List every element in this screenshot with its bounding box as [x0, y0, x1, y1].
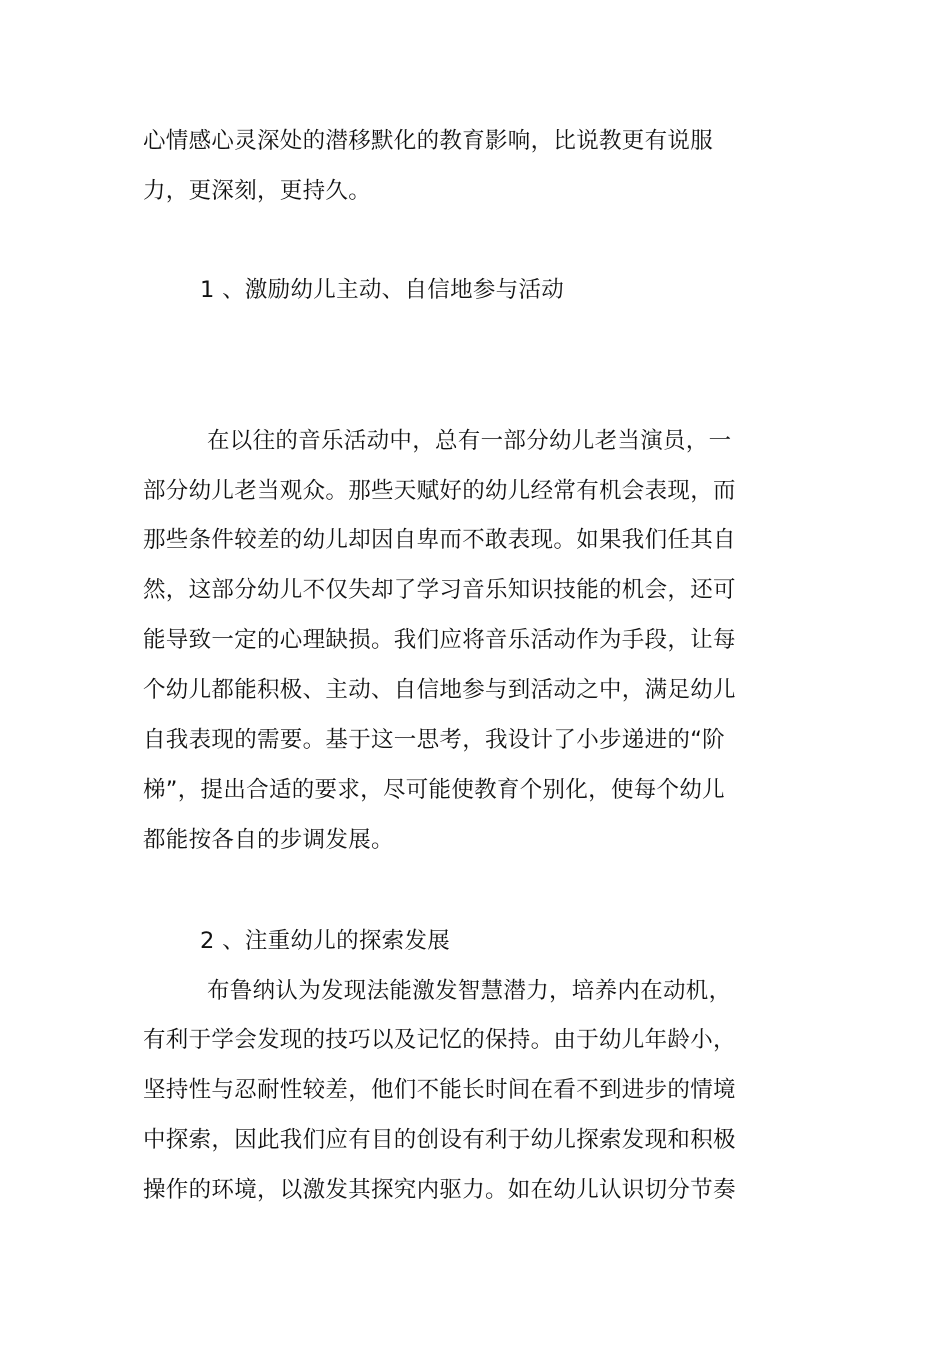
section-1-paragraph-line: 然，这部分幼儿不仅失却了学习音乐知识技能的机会，还可	[143, 577, 736, 603]
section-1-paragraph-line: 那些条件较差的幼儿却因自卑而不敢表现。如果我们任其自	[143, 527, 736, 553]
section-2-paragraph-line: 中探索，因此我们应有目的创设有利于幼儿探索发现和积极	[143, 1127, 736, 1153]
section-1-paragraph-line: 都能按各自的步调发展。	[143, 827, 394, 853]
section-2-paragraph-line: 操作的环境，以激发其探究内驱力。如在幼儿认识切分节奏	[143, 1177, 736, 1203]
intro-line-1: 心情感心灵深处的潜移默化的教育影响，比说教更有说服	[143, 128, 714, 154]
section-1-paragraph-line: 能导致一定的心理缺损。我们应将音乐活动作为手段，让每	[143, 627, 736, 653]
section-2-paragraph-line: 布鲁纳认为发现法能激发智慧潜力，培养内在动机，	[207, 978, 732, 1004]
section-1-paragraph-line: 在以往的音乐活动中，总有一部分幼儿老当演员，一	[207, 428, 732, 454]
section-1-paragraph-line: 个幼儿都能积极、主动、自信地参与到活动之中，满足幼儿	[143, 677, 736, 703]
section-1-paragraph-line: 部分幼儿老当观众。那些天赋好的幼儿经常有机会表现，而	[143, 478, 736, 504]
section-1-paragraph-line: 梯”，提出合适的要求，尽可能使教育个别化，使每个幼儿	[143, 777, 725, 803]
section-1-paragraph-line: 自我表现的需要。基于这一思考，我设计了小步递进的“阶	[143, 727, 725, 753]
section-1-heading: 1 、激励幼儿主动、自信地参与活动	[200, 277, 565, 303]
section-2-paragraph-line: 坚持性与忍耐性较差，他们不能长时间在看不到进步的情境	[143, 1077, 736, 1103]
section-2-heading: 2 、注重幼儿的探索发展	[200, 928, 451, 954]
section-2-paragraph-line: 有利于学会发现的技巧以及记忆的保持。由于幼儿年龄小，	[143, 1027, 736, 1053]
intro-line-2: 力，更深刻，更持久。	[143, 178, 372, 204]
